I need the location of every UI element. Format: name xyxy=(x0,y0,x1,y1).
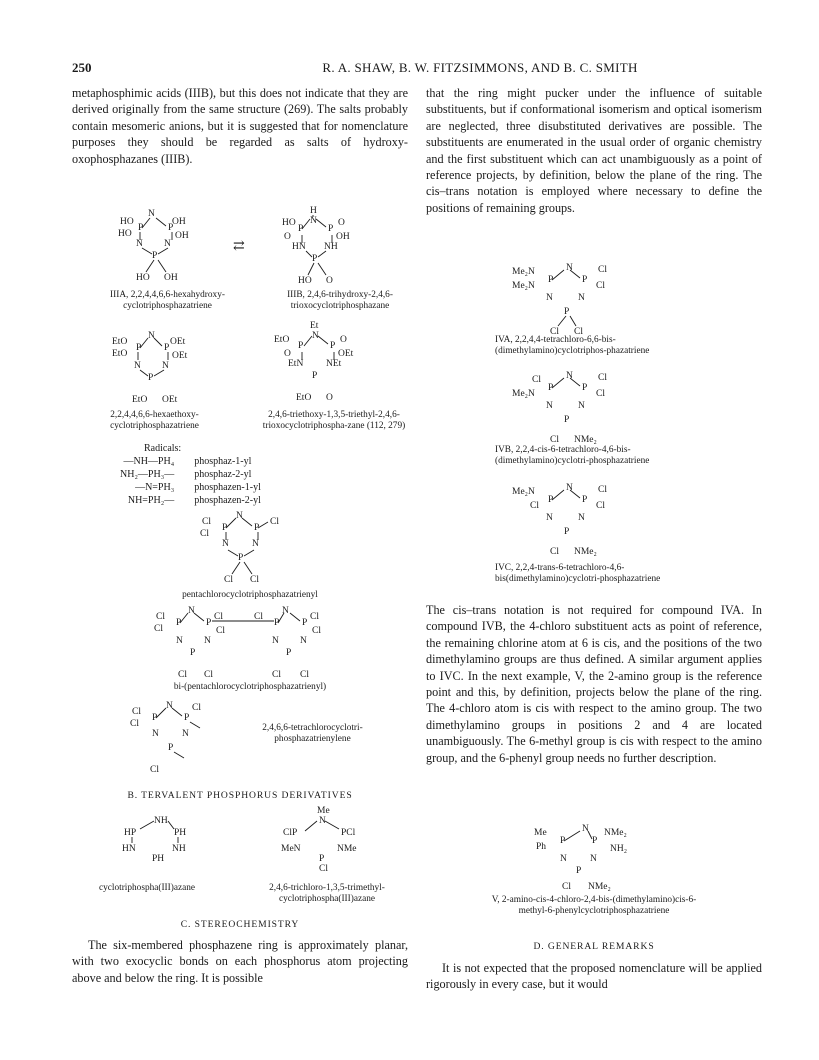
svg-text:Cl: Cl xyxy=(574,327,583,337)
svg-text:P: P xyxy=(319,854,325,864)
svg-text:P: P xyxy=(328,224,334,234)
svg-text:P: P xyxy=(582,275,588,285)
svg-text:N: N xyxy=(546,401,553,411)
svg-text:H: H xyxy=(310,206,317,216)
structure-tetrachloro-ylene xyxy=(126,700,236,780)
svg-text:P: P xyxy=(560,836,566,846)
svg-text:Cl: Cl xyxy=(254,612,263,622)
svg-text:P: P xyxy=(576,866,582,876)
svg-text:N: N xyxy=(162,361,169,371)
caption-iva: IVA, 2,2,4,4-tetrachloro-6,6-bis-(dimethylamino)cyclotriphos-phazatriene xyxy=(495,335,650,356)
svg-text:P: P xyxy=(254,523,260,533)
svg-text:O: O xyxy=(326,393,333,403)
structure-pentachloro xyxy=(196,510,306,590)
svg-text:EtN: EtN xyxy=(288,359,304,369)
svg-text:P: P xyxy=(148,373,154,383)
svg-text:N: N xyxy=(148,209,155,219)
section-heading-d: D. GENERAL REMARKS xyxy=(533,941,655,952)
radical-row: NH=PH₂— phosphazen-2-yl xyxy=(127,495,261,506)
svg-text:Cl: Cl xyxy=(598,265,607,275)
svg-text:Cl: Cl xyxy=(312,626,321,636)
right-paragraph-2: The cis–trans notation is not required for compound IVA. In compound IVB, the 4-chloro substituent acts as point of reference, the remaining chlorine atom at 6 is cis, and the positions of the two dimethylamino groups are thus defined. A similar argument applies to IVC. In the next example, V, the 2-amino group is the reference point and this, by definition, projects below the plane of the ring. The 4-chloro atom is cis with respect to the amino group. The two dimethylamino groups in positions 2 and 4 are located unambiguously. The 6-methyl group is cis with respect to the amino group, and the 6-phenyl group needs no further description. xyxy=(426,603,762,765)
svg-text:N: N xyxy=(252,539,259,549)
svg-text:P: P xyxy=(548,383,554,393)
svg-text:NMe₂: NMe₂ xyxy=(588,882,611,892)
svg-text:Cl: Cl xyxy=(550,547,559,557)
svg-text:Cl: Cl xyxy=(530,501,539,511)
svg-text:Cl: Cl xyxy=(598,485,607,495)
svg-text:Cl: Cl xyxy=(192,703,201,713)
svg-text:OEt: OEt xyxy=(170,337,186,347)
svg-text:Cl: Cl xyxy=(310,612,319,622)
structure-iiia xyxy=(110,210,220,290)
svg-text:P: P xyxy=(274,618,280,628)
svg-text:NH: NH xyxy=(154,816,168,826)
svg-text:EtO: EtO xyxy=(274,335,290,345)
svg-text:P: P xyxy=(176,618,182,628)
svg-text:ClP: ClP xyxy=(283,828,298,838)
svg-text:P: P xyxy=(564,527,570,537)
svg-text:Cl: Cl xyxy=(532,375,541,385)
svg-text:OH: OH xyxy=(172,217,186,227)
caption-trichloro-trimethyl: 2,4,6-trichloro-1,3,5-trimethyl-cyclotriphospha(III)azane xyxy=(269,883,385,904)
svg-text:Cl: Cl xyxy=(156,612,165,622)
radical-row: NH₂—PH₃— phosphaz-2-yl xyxy=(120,469,252,480)
svg-text:N: N xyxy=(546,293,553,303)
svg-text:N: N xyxy=(222,539,229,549)
svg-text:Cl: Cl xyxy=(204,670,213,680)
svg-text:P: P xyxy=(184,713,190,723)
svg-text:N: N xyxy=(136,239,143,249)
svg-text:N: N xyxy=(582,824,589,834)
radicals-table xyxy=(120,455,267,507)
svg-text:N: N xyxy=(319,816,326,826)
caption-cyclotriphosphazane: cyclotriphospha(III)azane xyxy=(98,883,195,893)
svg-text:P: P xyxy=(582,495,588,505)
svg-text:Cl: Cl xyxy=(596,389,605,399)
svg-text:Et: Et xyxy=(310,321,319,331)
svg-text:N: N xyxy=(134,361,141,371)
svg-text:N: N xyxy=(560,854,567,864)
svg-text:O: O xyxy=(338,218,345,228)
svg-text:P: P xyxy=(222,523,228,533)
structure-ivb xyxy=(508,370,628,450)
svg-text:O: O xyxy=(326,276,333,286)
section-heading-b: B. TERVALENT PHOSPHORUS DERIVATIVES xyxy=(127,790,353,801)
svg-text:P: P xyxy=(206,618,212,628)
svg-text:NH: NH xyxy=(172,844,186,854)
svg-text:P: P xyxy=(592,836,598,846)
svg-text:OEt: OEt xyxy=(338,349,354,359)
svg-text:N: N xyxy=(148,331,155,341)
svg-text:Me: Me xyxy=(317,806,330,816)
svg-text:N: N xyxy=(590,854,597,864)
structure-bi-pentachloro xyxy=(150,605,350,685)
svg-text:N: N xyxy=(578,513,585,523)
radicals-label: Radicals: xyxy=(144,443,182,454)
svg-text:HO: HO xyxy=(136,273,150,283)
left-paragraph-1: metaphosphimic acids (IIIB), but this does not indicate that they are derived originally from the same structure (269). The salts probably contain mesomeric anions, but it is suggested that for nomenclature purposes they should be regarded as salts of hydroxy-oxophosphazanes (IIIB). xyxy=(72,86,408,166)
svg-text:N: N xyxy=(566,371,573,381)
svg-text:HO: HO xyxy=(118,229,132,239)
svg-text:Me₂N: Me₂N xyxy=(512,267,535,277)
svg-text:NEt: NEt xyxy=(326,359,342,369)
svg-text:N: N xyxy=(578,401,585,411)
svg-text:Cl: Cl xyxy=(200,529,209,539)
structure-triethoxy xyxy=(270,320,385,410)
svg-text:O: O xyxy=(340,335,347,345)
svg-text:P: P xyxy=(168,223,174,233)
svg-text:EtO: EtO xyxy=(112,349,128,359)
svg-text:OH: OH xyxy=(175,231,189,241)
svg-text:Cl: Cl xyxy=(216,626,225,636)
svg-text:Me₂N: Me₂N xyxy=(512,389,535,399)
svg-text:P: P xyxy=(548,495,554,505)
svg-text:HN: HN xyxy=(122,844,136,854)
svg-text:P: P xyxy=(298,341,304,351)
svg-text:Cl: Cl xyxy=(596,281,605,291)
svg-text:PH: PH xyxy=(152,854,165,864)
caption-pentachloro: pentachlorocyclotriphosphazatrienyl xyxy=(182,590,318,600)
svg-text:N: N xyxy=(578,293,585,303)
svg-text:NMe: NMe xyxy=(337,844,357,854)
structure-iva xyxy=(508,262,628,342)
svg-text:Cl: Cl xyxy=(224,575,233,585)
svg-text:Cl: Cl xyxy=(272,670,281,680)
structure-cyclotriphosphazane xyxy=(118,815,208,875)
svg-text:OEt: OEt xyxy=(172,351,188,361)
radical-row: —NH—PH₄ phosphaz-1-yl xyxy=(123,456,252,467)
svg-text:HO: HO xyxy=(282,218,296,228)
svg-text:N: N xyxy=(282,606,289,616)
svg-text:P: P xyxy=(582,383,588,393)
svg-text:P: P xyxy=(302,618,308,628)
svg-text:P: P xyxy=(312,254,318,264)
structure-ivc xyxy=(508,482,628,562)
svg-text:Cl: Cl xyxy=(562,882,571,892)
section-heading-c: C. STEREOCHEMISTRY xyxy=(180,919,300,930)
svg-text:OH: OH xyxy=(164,273,178,283)
structure-trichloro-trimethyl xyxy=(275,805,385,875)
svg-text:N: N xyxy=(176,636,183,646)
svg-text:Cl: Cl xyxy=(150,765,159,775)
svg-text:Cl: Cl xyxy=(270,517,279,527)
svg-text:NMe₂: NMe₂ xyxy=(604,828,627,838)
svg-text:Me: Me xyxy=(534,828,547,838)
svg-text:Cl: Cl xyxy=(214,612,223,622)
structure-hexaethoxy xyxy=(108,330,223,410)
svg-text:Ph: Ph xyxy=(536,842,547,852)
svg-text:P: P xyxy=(286,648,292,658)
caption-triethoxy: 2,4,6-triethoxy-1,3,5-triethyl-2,4,6-trioxocyclotriphospha-zane (112, 279) xyxy=(262,410,406,431)
svg-text:N: N xyxy=(188,606,195,616)
svg-text:N: N xyxy=(236,511,243,521)
radical-row: —N=PH₃ phosphazen-1-yl xyxy=(135,482,261,493)
svg-text:N: N xyxy=(164,239,171,249)
svg-text:OEt: OEt xyxy=(162,395,178,405)
svg-text:Cl: Cl xyxy=(300,670,309,680)
svg-text:EtO: EtO xyxy=(296,393,312,403)
svg-text:P: P xyxy=(312,371,318,381)
svg-text:P: P xyxy=(164,343,170,353)
svg-text:Me₂N: Me₂N xyxy=(512,487,535,497)
svg-text:PCl: PCl xyxy=(341,828,356,838)
svg-text:HP: HP xyxy=(124,828,137,838)
svg-text:N: N xyxy=(204,636,211,646)
svg-text:Cl: Cl xyxy=(132,707,141,717)
svg-text:NMe₂: NMe₂ xyxy=(574,547,597,557)
svg-text:Me₂N: Me₂N xyxy=(512,281,535,291)
svg-text:P: P xyxy=(564,415,570,425)
caption-iiib: IIIB, 2,4,6-trihydroxy-2,4,6-trioxocyclotriphosphazane xyxy=(287,290,393,311)
svg-text:HO: HO xyxy=(120,217,134,227)
svg-text:O: O xyxy=(284,349,291,359)
svg-text:Cl: Cl xyxy=(178,670,187,680)
svg-text:N: N xyxy=(546,513,553,523)
left-paragraph-2: The six-membered phosphazene ring is approximately planar, with two exocyclic bonds on each phosphorus atom projecting above and below the ring. It is possible xyxy=(72,938,408,985)
svg-text:N: N xyxy=(310,216,317,226)
svg-text:Cl: Cl xyxy=(550,435,559,445)
structure-iiib xyxy=(270,205,380,290)
svg-text:HO: HO xyxy=(298,276,312,286)
caption-bi-pentachloro: bi-(pentachlorocyclotriphosphazatrienyl) xyxy=(173,682,327,692)
structure-v xyxy=(530,823,650,893)
running-header: R. A. SHAW, B. W. FITZSIMMONS, AND B. C. SMITH xyxy=(322,60,638,75)
svg-text:P: P xyxy=(238,553,244,563)
right-paragraph-1: that the ring might pucker under the influence of suitable substituents, but if conformational isomerism and optical isomerism are neglected, three disubstituted derivatives are possible. The substituents are enumerated in the usual order of organic chemistry and the first substituent which can act unambiguously as a point of reference projects, by definition, below the plane of the ring. The cis–trans notation is employed where necessary to define the positions of remaining groups. xyxy=(426,86,762,215)
svg-text:Cl: Cl xyxy=(250,575,259,585)
svg-text:HN: HN xyxy=(292,242,306,252)
svg-text:P: P xyxy=(152,713,158,723)
svg-text:N: N xyxy=(312,331,319,341)
caption-iiia: IIIA, 2,2,4,4,6,6-hexahydroxy-cyclotriphosphazatriene xyxy=(110,290,225,311)
svg-text:Cl: Cl xyxy=(202,517,211,527)
svg-text:P: P xyxy=(190,648,196,658)
svg-text:N: N xyxy=(566,483,573,493)
page-number: 250 xyxy=(72,60,92,75)
svg-text:Cl: Cl xyxy=(596,501,605,511)
svg-text:EtO: EtO xyxy=(132,395,148,405)
svg-text:NMe₂: NMe₂ xyxy=(574,435,597,445)
svg-text:Cl: Cl xyxy=(130,719,139,729)
svg-text:NH₂: NH₂ xyxy=(610,844,628,854)
svg-text:PH: PH xyxy=(174,828,187,838)
svg-text:N: N xyxy=(272,636,279,646)
caption-ivc: IVC, 2,2,4-trans-6-tetrachloro-4,6-bis(dimethylamino)cyclotri-phosphazatriene xyxy=(495,563,661,584)
svg-text:Cl: Cl xyxy=(154,624,163,634)
svg-text:N: N xyxy=(152,729,159,739)
svg-text:N: N xyxy=(166,701,173,711)
svg-text:N: N xyxy=(566,263,573,273)
caption-v: V, 2-amino-cis-4-chloro-2,4-bis-(dimethylamino)cis-6-methyl-6-phenylcyclotriphosphazatriene xyxy=(491,895,697,916)
svg-text:O: O xyxy=(284,232,291,242)
right-paragraph-3: It is not expected that the proposed nomenclature will be applied rigorously in every case, but it would xyxy=(426,961,762,992)
caption-ivb: IVB, 2,2,4-cis-6-tetrachloro-4,6-bis-(dimethylamino)cyclotri-phosphazatriene xyxy=(495,445,650,466)
svg-text:P: P xyxy=(136,343,142,353)
svg-text:Cl: Cl xyxy=(550,327,559,337)
svg-text:EtO: EtO xyxy=(112,337,128,347)
svg-text:P: P xyxy=(152,251,158,261)
svg-text:P: P xyxy=(548,275,554,285)
svg-text:OH: OH xyxy=(336,232,350,242)
svg-text:N: N xyxy=(182,729,189,739)
svg-text:P: P xyxy=(298,224,304,234)
svg-text:P: P xyxy=(138,223,144,233)
svg-text:Cl: Cl xyxy=(598,373,607,383)
svg-text:MeN: MeN xyxy=(281,844,301,854)
svg-text:N: N xyxy=(300,636,307,646)
svg-text:P: P xyxy=(330,341,336,351)
caption-tetrachloro-ylene: 2,4,6,6-tetrachlorocyclotri-phosphazatrienylene xyxy=(262,723,363,744)
svg-text:NH: NH xyxy=(324,242,338,252)
equilibrium-arrows: ⇄ xyxy=(233,239,245,254)
svg-text:P: P xyxy=(168,743,174,753)
svg-text:P: P xyxy=(564,307,570,317)
svg-text:Cl: Cl xyxy=(319,864,328,874)
caption-hexaethoxy: 2,2,4,4,6,6-hexaethoxy-cyclotriphosphazatriene xyxy=(110,410,199,431)
